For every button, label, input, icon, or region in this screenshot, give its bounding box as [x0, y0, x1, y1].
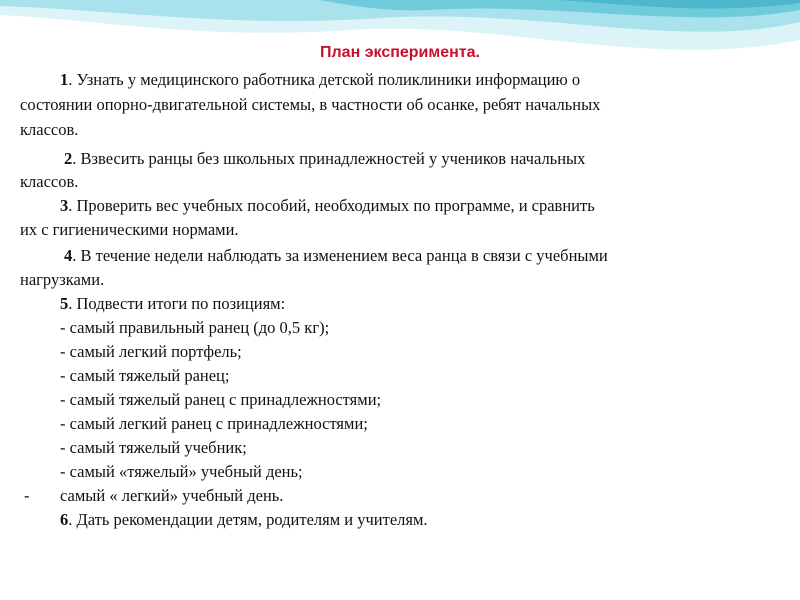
- item-4-line-2: нагрузками.: [20, 270, 105, 289]
- item-5-number: 5: [60, 294, 69, 313]
- item-2-line-1: 2. Взвесить ранцы без школьных принадлежностей у учеников начальных: [64, 149, 586, 168]
- sub-item: - самый «тяжелый» учебный день;: [60, 462, 303, 481]
- sub-item-bullet: -: [24, 486, 30, 505]
- item-1-line-2: состоянии опорно-двигательной системы, в частности об осанке, ребят начальных: [20, 95, 601, 114]
- sub-item: самый « легкий» учебный день.: [60, 486, 284, 505]
- item-3-line-1: 3. Проверить вес учебных пособий, необходимых по программе, и сравнить: [60, 196, 595, 215]
- sub-item: - самый тяжелый учебник;: [60, 438, 247, 457]
- item-5-line-1: 5. Подвести итоги по позициям:: [60, 294, 286, 313]
- item-3-line-2: их с гигиеническими нормами.: [20, 220, 239, 239]
- item-2-number: 2: [64, 149, 73, 168]
- sub-item: - самый правильный ранец (до 0,5 кг);: [60, 318, 330, 337]
- item-2-line-2: классов.: [20, 172, 79, 191]
- item-4-line-1: 4. В течение недели наблюдать за изменением веса ранца в связи с учебными: [64, 246, 608, 265]
- item-1-line-1: 1. Узнать у медицинского работника детской поликлиники информацию о: [60, 70, 581, 89]
- item-1-number: 1: [60, 70, 69, 89]
- sub-item: - самый легкий портфель;: [60, 342, 242, 361]
- item-1-line-3: классов.: [20, 120, 79, 139]
- item-6-line-1: 6. Дать рекомендации детям, родителям и учителям.: [60, 510, 428, 529]
- item-4-number: 4: [64, 246, 73, 265]
- item-3-number: 3: [60, 196, 69, 215]
- sub-item: - самый тяжелый ранец;: [60, 366, 230, 385]
- sub-item: - самый тяжелый ранец с принадлежностями;: [60, 390, 382, 409]
- sub-item: - самый легкий ранец с принадлежностями;: [60, 414, 368, 433]
- slide-title: План эксперимента.: [320, 44, 480, 61]
- item-6-number: 6: [60, 510, 69, 529]
